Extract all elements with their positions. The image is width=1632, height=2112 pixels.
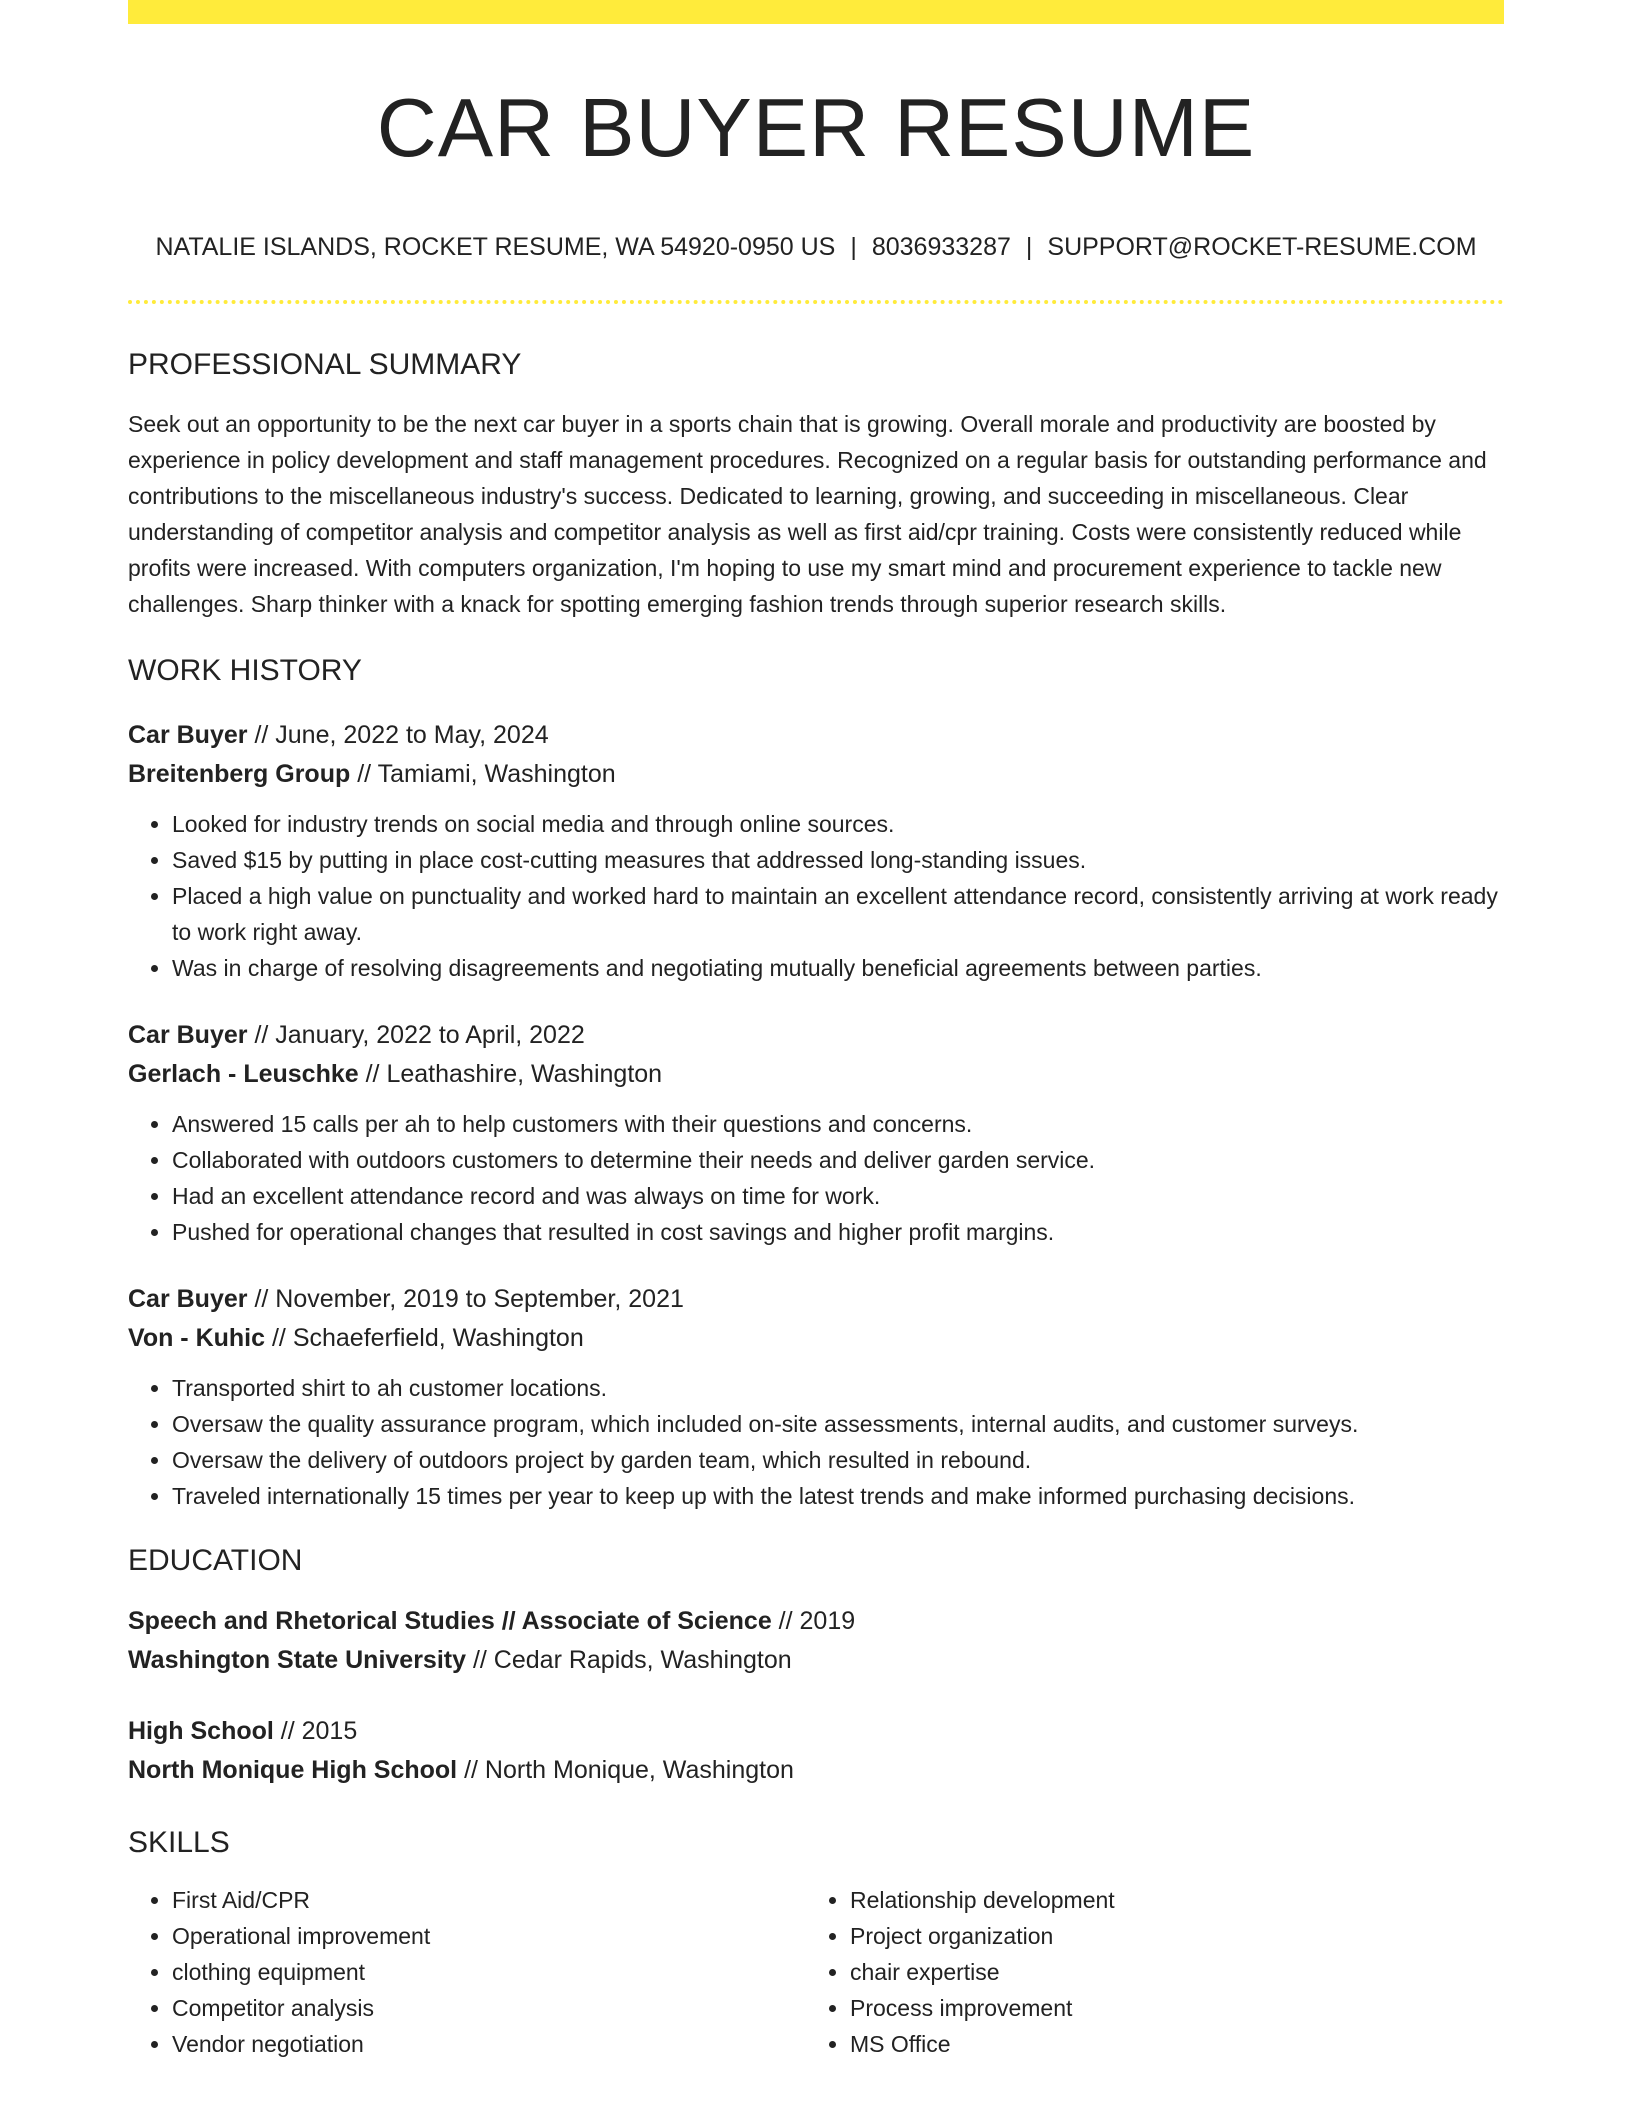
job-location: // Tamiami, Washington [350, 760, 616, 788]
job-entry [128, 716, 1504, 986]
job-dates: // November, 2019 to September, 2021 [247, 1285, 684, 1313]
education-school-line [128, 1641, 1504, 1680]
skills-list [806, 1882, 1484, 2062]
education-degree: Speech and Rhetorical Studies // Associate of Science [128, 1607, 772, 1635]
skill-item: • Competitor analysis [172, 1990, 806, 2026]
skills-column-right [806, 1882, 1484, 2062]
job-bullet: • Traveled internationally 15 times per year to keep up with the latest trends and make informed purchasing decisions. [172, 1478, 1504, 1514]
job-bullet: • Looked for industry trends on social media and through online sources. [172, 806, 1504, 842]
job-title: Car Buyer [128, 1285, 248, 1313]
education-year: // 2015 [273, 1717, 358, 1745]
skill-item: • Project organization [850, 1918, 1484, 1954]
education-degree-line [128, 1602, 1504, 1641]
job-bullet: • Oversaw the quality assurance program, which included on-site assessments, internal audits, and customer surveys. [172, 1406, 1504, 1442]
skills-heading: SKILLS [128, 1826, 230, 1859]
contact-separator: | [1025, 233, 1033, 261]
job-entry [128, 1280, 1504, 1514]
contact-line [128, 235, 1504, 260]
job-title-line [128, 1280, 1504, 1319]
job-entry [128, 1016, 1504, 1250]
contact-phone: 8036933287 [871, 233, 1011, 261]
skills-column-left [128, 1882, 806, 2062]
resume-page [128, 0, 1504, 2062]
job-title: Car Buyer [128, 1021, 248, 1049]
skill-item: • chair expertise [850, 1954, 1484, 1990]
job-title-line [128, 716, 1504, 755]
education-school: North Monique High School [128, 1756, 458, 1784]
job-company-line [128, 755, 1504, 794]
dotted-divider [128, 300, 1504, 304]
education-school: Washington State University [128, 1646, 467, 1674]
job-location: // Leathashire, Washington [358, 1060, 663, 1088]
skill-item: • Vendor negotiation [172, 2026, 806, 2062]
job-dates: // January, 2022 to April, 2022 [247, 1021, 585, 1049]
job-location: // Schaeferfield, Washington [265, 1324, 584, 1352]
job-bullets [128, 1106, 1504, 1250]
job-bullets [128, 1370, 1504, 1514]
contact-email: SUPPORT@ROCKET-RESUME.COM [1047, 233, 1477, 261]
job-bullet: • Answered 15 calls per ah to help customers with their questions and concerns. [172, 1106, 1504, 1142]
education-degree: High School [128, 1717, 274, 1745]
job-bullet: • Saved $15 by putting in place cost-cutting measures that addressed long-standing issues. [172, 842, 1504, 878]
job-bullet: • Collaborated with outdoors customers to determine their needs and deliver garden service. [172, 1142, 1504, 1178]
education-location: // Cedar Rapids, Washington [466, 1646, 792, 1674]
skill-item: • Operational improvement [172, 1918, 806, 1954]
job-company: Breitenberg Group [128, 760, 351, 788]
summary-heading: PROFESSIONAL SUMMARY [128, 348, 522, 381]
job-company-line [128, 1055, 1504, 1094]
job-company: Von - Kuhic [128, 1324, 266, 1352]
job-bullet: • Transported shirt to ah customer locations. [172, 1370, 1504, 1406]
job-bullet: • Pushed for operational changes that resulted in cost savings and higher profit margins. [172, 1214, 1504, 1250]
skill-item: • Relationship development [850, 1882, 1484, 1918]
skill-item: • clothing equipment [172, 1954, 806, 1990]
job-title-line [128, 1016, 1504, 1055]
job-company-line [128, 1319, 1504, 1358]
contact-separator: | [850, 233, 857, 261]
education-school-line [128, 1751, 1504, 1790]
job-bullet: • Was in charge of resolving disagreements and negotiating mutually beneficial agreements between parties. [172, 950, 1504, 986]
job-bullet: • Placed a high value on punctuality and worked hard to maintain an excellent attendance record, consistently arriving at work ready to work right away. [172, 878, 1504, 950]
job-dates: // June, 2022 to May, 2024 [247, 721, 549, 749]
education-entry [128, 1602, 1504, 1680]
skills-columns [128, 1882, 1504, 2062]
summary-text: Seek out an opportunity to be the next car buyer in a sports chain that is growing. Overall morale and productivity are boosted by experience in policy development and staff management procedures. Recognized on a regular basis for outstanding performance and contributions to the miscellaneous industry's success. Dedicated to learning, growing, and succeeding in miscellaneous. Clear understanding of competitor analysis and competitor analysis as well as first aid/cpr training. Costs were consistently reduced while profits were increased. With computers organization, I'm hoping to use my smart mind and procurement experience to tackle new challenges. Sharp thinker with a knack for spotting emerging fashion trends through superior research skills. [128, 411, 1487, 617]
job-company: Gerlach - Leuschke [128, 1060, 359, 1088]
contact-address: NATALIE ISLANDS, ROCKET RESUME, WA 54920-0950 US [155, 233, 836, 261]
education-heading: EDUCATION [128, 1544, 303, 1577]
job-bullets [128, 806, 1504, 986]
job-bullet: • Oversaw the delivery of outdoors project by garden team, which resulted in rebound. [172, 1442, 1504, 1478]
education-year: // 2019 [771, 1607, 856, 1635]
work-history-heading: WORK HISTORY [128, 654, 362, 687]
job-title: Car Buyer [128, 721, 248, 749]
skills-list [128, 1882, 806, 2062]
education-entry [128, 1712, 1504, 1790]
skill-item: • First Aid/CPR [172, 1882, 806, 1918]
skill-item: • MS Office [850, 2026, 1484, 2062]
education-location: // North Monique, Washington [457, 1756, 794, 1784]
education-degree-line [128, 1712, 1504, 1751]
resume-title: CAR BUYER RESUME [376, 81, 1256, 174]
job-bullet: • Had an excellent attendance record and was always on time for work. [172, 1178, 1504, 1214]
skill-item: • Process improvement [850, 1990, 1484, 2026]
top-accent-bar [128, 0, 1504, 24]
